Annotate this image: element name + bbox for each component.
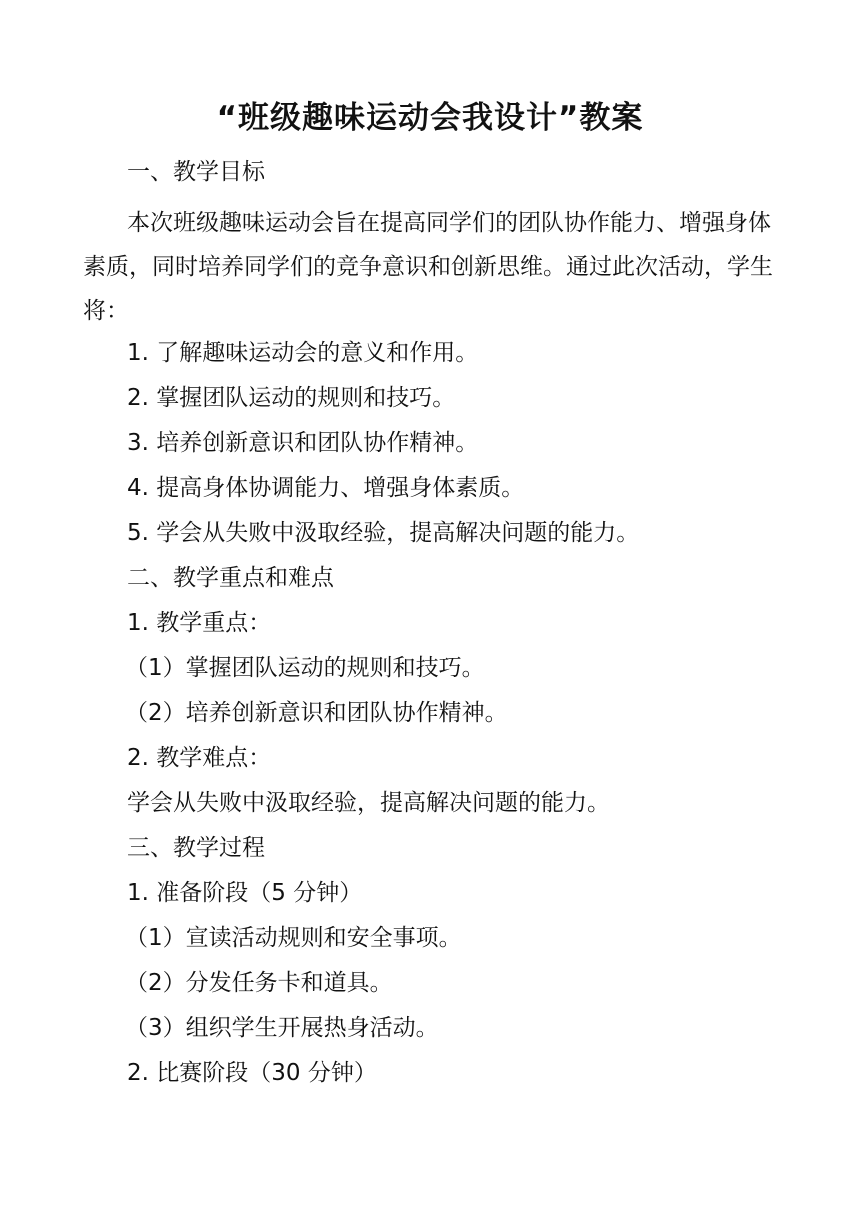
section-heading-process: 三、教学过程 (127, 835, 265, 861)
goal-item: 4. 提高身体协调能力、增强身体素质。 (127, 475, 525, 501)
difficulty-text: 学会从失败中汲取经验，提高解决问题的能力。 (127, 790, 610, 816)
stage-1-item: （1）宣读活动规则和安全事项。 (125, 925, 462, 951)
goal-item: 2. 掌握团队运动的规则和技巧。 (127, 385, 456, 411)
stage-1-item: （3）组织学生开展热身活动。 (125, 1015, 439, 1041)
key-point-item: （1）掌握团队运动的规则和技巧。 (125, 655, 485, 681)
document-title: “班级趣味运动会我设计”教案 (216, 100, 644, 136)
section-heading-objectives: 一、教学目标 (127, 159, 265, 185)
goal-item: 3. 培养创新意识和团队协作精神。 (127, 430, 479, 456)
key-point-item: （2）培养创新意识和团队协作精神。 (125, 700, 508, 726)
stage-1-label: 1. 准备阶段（5 分钟） (127, 880, 363, 906)
key-points-label: 1. 教学重点： (127, 610, 272, 636)
goal-item: 5. 学会从失败中汲取经验，提高解决问题的能力。 (127, 520, 640, 546)
difficulty-label: 2. 教学难点： (127, 745, 272, 771)
stage-2-label: 2. 比赛阶段（30 分钟） (127, 1060, 377, 1086)
goal-item: 1. 了解趣味运动会的意义和作用。 (127, 340, 479, 366)
objectives-intro-paragraph (83, 201, 783, 333)
intro-line-3: 将： (83, 298, 129, 324)
intro-line-1: 本次班级趣味运动会旨在提高同学们的团队协作能力、增强身体 (127, 210, 771, 236)
stage-1-item: （2）分发任务卡和道具。 (125, 970, 393, 996)
intro-line-2: 素质，同时培养同学们的竞争意识和创新思维。通过此次活动，学生 (83, 254, 773, 280)
section-heading-key-points: 二、教学重点和难点 (127, 565, 334, 591)
